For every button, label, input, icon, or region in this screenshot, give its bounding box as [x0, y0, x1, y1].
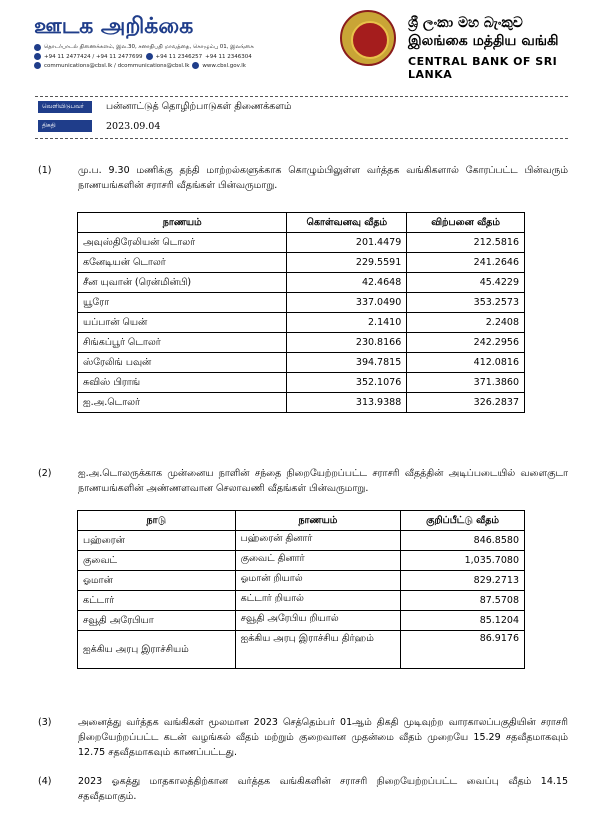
table-row — [78, 313, 525, 333]
date-value: 2023.09.04 — [106, 120, 161, 132]
issued-by-value: பன்னாட்டுத் தொழிற்பாடுகள் திணைக்களம் — [106, 101, 292, 112]
currency-cell: கட்டார் றியால் — [235, 591, 401, 611]
table-row — [78, 571, 525, 591]
paragraph-text: மு.ப. 9.30 மணிக்கு தந்தி மாற்றல்களுக்காக கொழும்பிலுள்ள வர்த்தக வங்கிகளால் கோரப்பட்ட பின்வரும் நாணயங்களின் சராசரி வீதங்கள் பின்வருமாறு. — [78, 165, 568, 191]
selling-rate-cell: 241.2646 — [407, 253, 525, 273]
col-header-selling-rate: விற்பனை வீதம் — [407, 213, 525, 233]
exchange-rates-table — [77, 212, 525, 413]
rate-cell: 1,035.7080 — [401, 551, 525, 571]
fax2-text: +94 11 2346304 — [205, 53, 252, 60]
table-row — [78, 611, 525, 631]
table-row — [78, 233, 525, 253]
paragraph-text: அனைத்து வர்த்தக வங்கிகள் மூலமான 2023 செத்தெம்பர் 01ஆம் திகதி முடிவுற்ற வாரகாலப்பகுதியின் சராசரி நிறையேற்றப்பட்ட கடன் வழங்கல் வீதம் மற்றும் குறைவான முதன்மை வீதம் முறையே 15.29 சதவீதமாகவும் 12.75 சதவீதமாகவும் காணப்பட்டது. — [78, 717, 568, 758]
paragraph-number: (2) — [38, 468, 52, 479]
col-header-currency: நாணயம் — [78, 213, 287, 233]
buying-rate-cell: 352.1076 — [287, 373, 407, 393]
phone-icon — [34, 53, 41, 60]
buying-rate-cell: 201.4479 — [287, 233, 407, 253]
col-header-indicative-rate: குறிப்பீட்டு வீதம் — [401, 511, 525, 531]
selling-rate-cell: 2.2408 — [407, 313, 525, 333]
bank-name-block — [408, 15, 598, 81]
issued-by-row — [38, 101, 291, 113]
buying-rate-cell: 337.0490 — [287, 293, 407, 313]
country-cell: ஓமான் — [78, 571, 236, 591]
table-row — [78, 631, 525, 669]
currency-cell: சுவிஸ் பிராங் — [78, 373, 287, 393]
email-link[interactable]: communications@cbsl.lk / dcommunications@cbsl.lk — [44, 62, 190, 69]
date-tag: திகதி — [38, 120, 92, 132]
paragraph-2 — [38, 466, 568, 496]
bank-name-english: CENTRAL BANK OF SRI LANKA — [408, 55, 558, 81]
buying-rate-cell: 394.7815 — [287, 353, 407, 373]
selling-rate-cell: 45.4229 — [407, 273, 525, 293]
table-row — [78, 333, 525, 353]
paragraph-text: 2023 ஓகத்து மாதகாலத்திற்கான வர்த்தக வங்கிகளின் சராசரி நிறையேற்றப்பட்ட வைப்பு வீதம் 14.15 சதவீதமாகும். — [78, 776, 568, 802]
col-header-buying-rate: கொள்வனவு வீதம் — [287, 213, 407, 233]
rate-cell: 846.8580 — [401, 531, 525, 551]
meta-divider — [35, 138, 568, 139]
cbsl-seal-logo — [340, 10, 396, 66]
header-contact-block — [34, 14, 334, 69]
currency-cell: சவூதி அரேபிய றியால் — [235, 611, 401, 631]
gulf-currency-rates-table — [77, 510, 525, 669]
fax-text: +94 11 2346257 — [155, 53, 203, 60]
table-row — [78, 531, 525, 551]
issued-by-tag: வெளியிடுபவர் — [38, 101, 92, 113]
paragraph-text: ஐ.அ.டொலருக்காக முன்னைய நாளின் சந்தை நிறையேற்றப்பட்ட சராசரி வீதத்தின் அடிப்படையில் வளைகுடா நாணயங்களின் அண்ணளவான செலாவணி வீதங்கள் பின்வருமாறு. — [78, 468, 568, 494]
selling-rate-cell: 326.2837 — [407, 393, 525, 413]
phone-line — [34, 53, 334, 60]
currency-cell: அவுஸ்திரேலியன் டொலர் — [78, 233, 287, 253]
currency-cell: கனேடியன் டொலர் — [78, 253, 287, 273]
address-line — [34, 44, 334, 51]
bank-name-tamil: இலங்கை மத்திய வங்கி — [408, 33, 559, 49]
address-text: தொடர்பாடல் திணைக்களம், இல.30, சனாதிபதி மாவத்தை, கொழும்பு 01, இலங்கை — [44, 44, 254, 50]
table-row — [78, 353, 525, 373]
currency-cell: யூரோ — [78, 293, 287, 313]
paragraph-4 — [38, 774, 568, 804]
paragraph-1 — [38, 163, 568, 193]
web-icon — [192, 62, 199, 69]
currency-cell: குவைட் தினார் — [235, 551, 401, 571]
country-cell: பஹ்ரைன் — [78, 531, 236, 551]
rate-cell: 87.5708 — [401, 591, 525, 611]
table-row — [78, 293, 525, 313]
paragraph-number: (4) — [38, 776, 52, 787]
currency-cell: ஓமான் றியால் — [235, 571, 401, 591]
currency-cell: சீன யுவான் (ரென்மின்பி) — [78, 273, 287, 293]
selling-rate-cell: 412.0816 — [407, 353, 525, 373]
selling-rate-cell: 371.3860 — [407, 373, 525, 393]
buying-rate-cell: 2.1410 — [287, 313, 407, 333]
email-icon — [34, 62, 41, 69]
currency-cell: ஸ்ரேலிங் பவுன் — [78, 353, 287, 373]
rate-cell: 85.1204 — [401, 611, 525, 631]
currency-cell: சிங்கப்பூர் டொலர் — [78, 333, 287, 353]
buying-rate-cell: 313.9388 — [287, 393, 407, 413]
selling-rate-cell: 212.5816 — [407, 233, 525, 253]
media-release-title: ஊடக அறிக்கை — [34, 14, 194, 39]
buying-rate-cell: 229.5591 — [287, 253, 407, 273]
table-header-row — [78, 511, 525, 531]
col-header-currency: நாணயம் — [235, 511, 401, 531]
fax-icon — [146, 53, 153, 60]
currency-cell: ஐ.அ.டொலர் — [78, 393, 287, 413]
currency-cell: ஐக்கிய அரபு இராச்சிய திர்ஹம் — [235, 631, 401, 669]
web-link[interactable]: www.cbsl.gov.lk — [202, 62, 246, 69]
paragraph-number: (3) — [38, 717, 52, 728]
selling-rate-cell: 242.2956 — [407, 333, 525, 353]
rate-cell: 86.9176 — [401, 631, 525, 669]
header-divider — [35, 96, 568, 97]
email-line — [34, 62, 334, 69]
country-cell: குவைட் — [78, 551, 236, 571]
table-row — [78, 253, 525, 273]
country-cell: ஐக்கிய அரபு இராச்சியம் — [78, 631, 236, 669]
buying-rate-cell: 42.4648 — [287, 273, 407, 293]
home-icon — [34, 44, 41, 51]
table-row — [78, 273, 525, 293]
table-row — [78, 373, 525, 393]
date-row — [38, 120, 160, 132]
phone-text: +94 11 2477424 / +94 11 2477699 — [44, 53, 143, 60]
table-header-row — [78, 213, 525, 233]
country-cell: கட்டார் — [78, 591, 236, 611]
table-row — [78, 591, 525, 611]
paragraph-number: (1) — [38, 165, 52, 176]
col-header-country: நாடு — [78, 511, 236, 531]
paragraph-3 — [38, 715, 568, 760]
rate-cell: 829.2713 — [401, 571, 525, 591]
table-row — [78, 551, 525, 571]
currency-cell: பஹ்ரைன் தினார் — [235, 531, 401, 551]
currency-cell: யப்பான் யென் — [78, 313, 287, 333]
country-cell: சவூதி அரேபியா — [78, 611, 236, 631]
table-row — [78, 393, 525, 413]
bank-name-sinhala: ශ්‍රී ලංකා මහ බැංකුව — [408, 15, 523, 31]
selling-rate-cell: 353.2573 — [407, 293, 525, 313]
buying-rate-cell: 230.8166 — [287, 333, 407, 353]
